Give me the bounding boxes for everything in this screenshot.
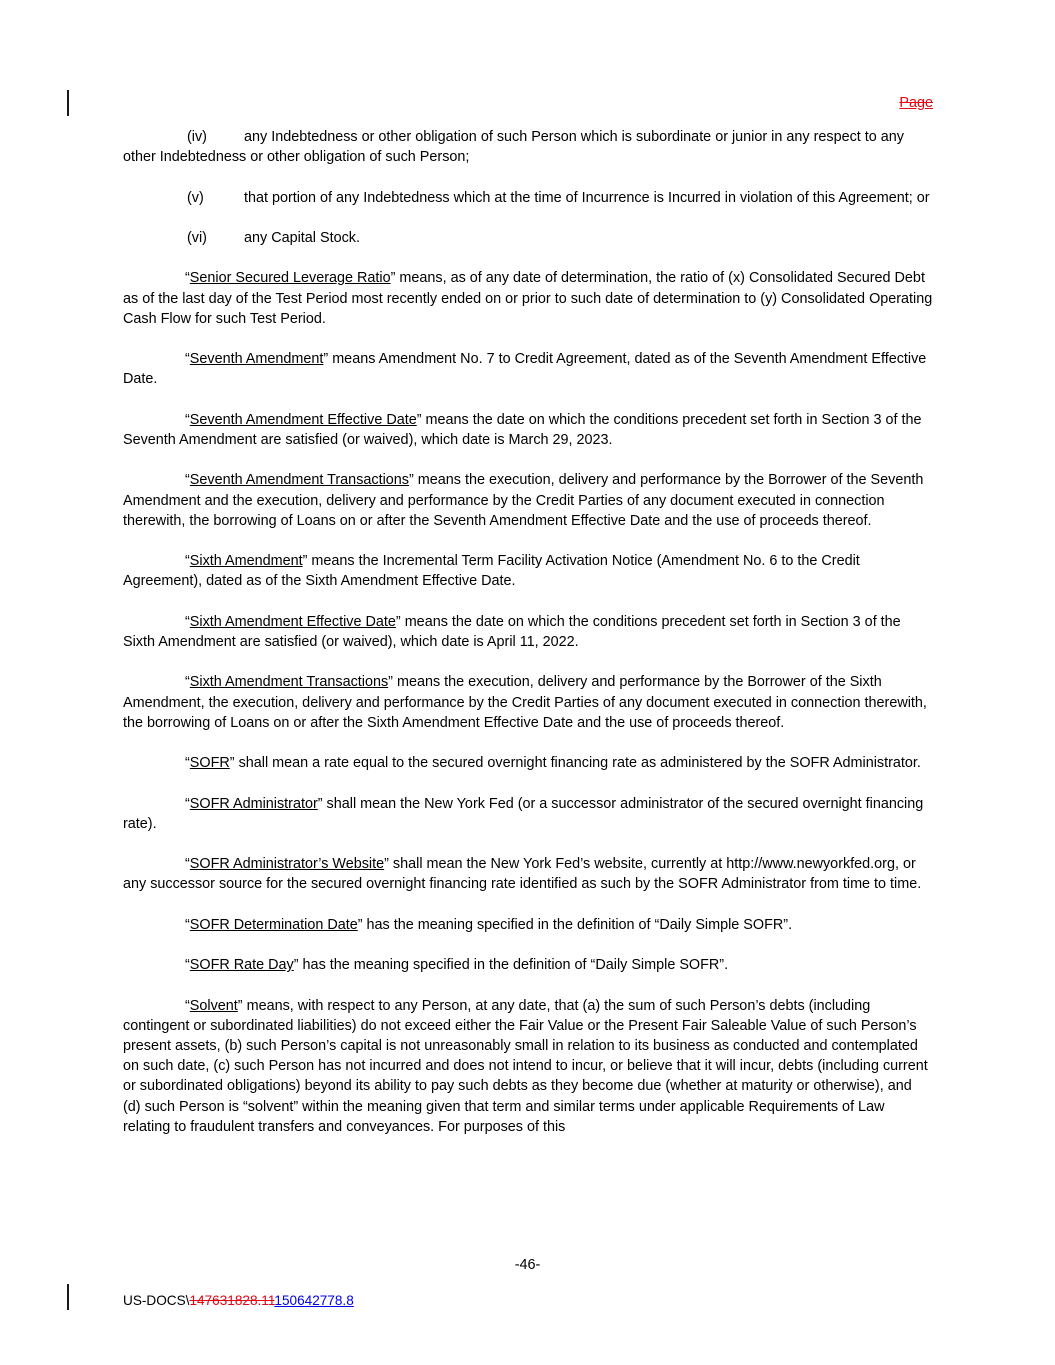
open-quote: “ xyxy=(185,997,190,1014)
defined-term: SOFR xyxy=(189,755,230,772)
defined-term: Solvent xyxy=(189,997,238,1014)
clause-v xyxy=(123,188,933,208)
open-quote: “ xyxy=(185,472,190,489)
open-quote: “ xyxy=(185,351,190,368)
defined-term: SOFR Administrator’s Website xyxy=(189,856,385,873)
definition-sixth-amendment-effective-date xyxy=(123,612,933,652)
open-quote: “ xyxy=(185,795,190,812)
definition-text: ” means the date on which the conditions precedent set forth in Section 3 of the Seventh Amendment are satisfied (or waived), which date is March 29, 2023. xyxy=(123,411,922,448)
definition-solvent xyxy=(123,996,933,1137)
defined-term: Sixth Amendment xyxy=(189,553,303,570)
open-quote: “ xyxy=(185,613,190,630)
page-number: -46- xyxy=(514,1257,541,1273)
definition-text: ” shall mean the New York Fed’s website, currently at http://www.newyorkfed.org, or any successor source for the secured overnight financing rate identified as such by the SOFR Administrator from time to time. xyxy=(123,856,922,893)
open-quote: “ xyxy=(185,755,190,772)
definition-text: ” means the execution, delivery and performance by the Borrower of the Seventh Amendment and the execution, delivery and performance by the Credit Parties of any document executed in connection therewith, the borrowing of Loans on or after the Seventh Amendment Effective Date and the use of proceeds thereof. xyxy=(123,472,924,529)
definition-text: ” means the execution, delivery and performance by the Borrower of the Sixth Amendment, the execution, delivery and performance by the Credit Parties of any document executed in connection therewith, the borrowing of Loans on or after the Sixth Amendment Effective Date and the use of proceeds thereof. xyxy=(123,674,927,731)
open-quote: “ xyxy=(185,270,190,287)
definition-text: ” has the meaning specified in the definition of “Daily Simple SOFR”. xyxy=(293,957,729,974)
definition-seventh-amendment-transactions xyxy=(123,470,933,531)
open-quote: “ xyxy=(185,553,190,570)
clause-text: that portion of any Indebtedness which at the time of Incurrence is Incurred in violation of this Agreement; or xyxy=(244,189,930,206)
clause-vi xyxy=(123,228,933,248)
definition-senior-secured-leverage-ratio xyxy=(123,268,933,329)
clause-text: any Capital Stock. xyxy=(244,229,360,246)
definition-sofr-rate-day xyxy=(123,955,933,975)
clause-iv xyxy=(123,127,933,167)
defined-term: Senior Secured Leverage Ratio xyxy=(189,270,391,287)
definition-sofr-administrators-website xyxy=(123,854,933,894)
definition-sofr xyxy=(123,753,933,773)
definition-sofr-administrator xyxy=(123,794,933,834)
revision-change-bar-top xyxy=(67,90,69,116)
document-body xyxy=(123,127,933,1157)
clause-number: (iv) xyxy=(187,129,207,145)
defined-term: Seventh Amendment Effective Date xyxy=(189,411,417,428)
doc-id-prefix: US-DOCS\ xyxy=(123,1293,190,1308)
deleted-header-text: Page xyxy=(899,95,933,111)
clause-number: (v) xyxy=(187,189,204,206)
definition-seventh-amendment-effective-date xyxy=(123,410,933,450)
document-id-line xyxy=(123,1291,354,1311)
clause-number: (vi) xyxy=(187,229,207,246)
clause-text: any Indebtedness or other obligation of such Person which is subordinate or junior in any respect to any other Indebtedness or other obligation of such Person; xyxy=(123,129,904,166)
definition-text: ” means Amendment No. 7 to Credit Agreement, dated as of the Seventh Amendment Effective Date. xyxy=(123,351,927,388)
open-quote: “ xyxy=(185,957,190,974)
open-quote: “ xyxy=(185,916,190,933)
defined-term: Seventh Amendment xyxy=(189,351,324,368)
defined-term: SOFR Administrator xyxy=(189,795,318,812)
definition-sixth-amendment xyxy=(123,551,933,591)
defined-term: Sixth Amendment Transactions xyxy=(189,674,389,691)
defined-term: Sixth Amendment Effective Date xyxy=(189,613,396,630)
definition-sofr-determination-date xyxy=(123,915,933,935)
defined-term: SOFR Determination Date xyxy=(189,916,358,933)
definition-sixth-amendment-transactions xyxy=(123,672,933,733)
definition-text: ” has the meaning specified in the definition of “Daily Simple SOFR”. xyxy=(357,916,793,933)
doc-id-inserted: 150642778.8 xyxy=(274,1293,354,1308)
open-quote: “ xyxy=(185,411,190,428)
open-quote: “ xyxy=(185,674,190,691)
definition-text: ” means the date on which the conditions precedent set forth in Section 3 of the Sixth Amendment are satisfied (or waived), which date is April 11, 2022. xyxy=(123,613,901,650)
definition-text: ” means the Incremental Term Facility Activation Notice (Amendment No. 6 to the Credit Agreement), dated as of the Sixth Amendment Effective Date. xyxy=(123,553,860,590)
definition-text: ” means, as of any date of determination, the ratio of (x) Consolidated Secured Debt as of the last day of the Test Period most recently ended on or prior to such date of determination to (y) Consolidated Operating Cash Flow for such Test Period. xyxy=(123,270,933,327)
defined-term: SOFR Rate Day xyxy=(189,957,294,974)
defined-term: Seventh Amendment Transactions xyxy=(189,472,409,489)
doc-id-deleted: 147631828.11 xyxy=(189,1293,275,1308)
open-quote: “ xyxy=(185,856,190,873)
definition-text: ” shall mean a rate equal to the secured overnight financing rate as administered by the SOFR Administrator. xyxy=(229,755,921,772)
definition-text: ” shall mean the New York Fed (or a successor administrator of the secured overnight financing rate). xyxy=(123,795,924,832)
definition-seventh-amendment xyxy=(123,349,933,389)
definition-text: ” means, with respect to any Person, at any date, that (a) the sum of such Person’s debts (including contingent or subordinated liabilities) do not exceed either the Fair Value or the Present Fair Saleable Value of such Person’s present assets, (b) such Person’s capital is not unreasonably small in relation to its business as conducted and contemplated on such date, (c) such Person has not incurred and does not intend to incur, or believe that it will incur, debts (including current or subordinated obligations) beyond its ability to pay such debts as they become due (whether at maturity or otherwise), and (d) such Person is “solvent” within the meaning given that term and similar terms under applicable Requirements of Law relating to fraudulent transfers and conveyances. For purposes of this xyxy=(123,997,928,1135)
revision-change-bar-bottom xyxy=(67,1284,69,1310)
